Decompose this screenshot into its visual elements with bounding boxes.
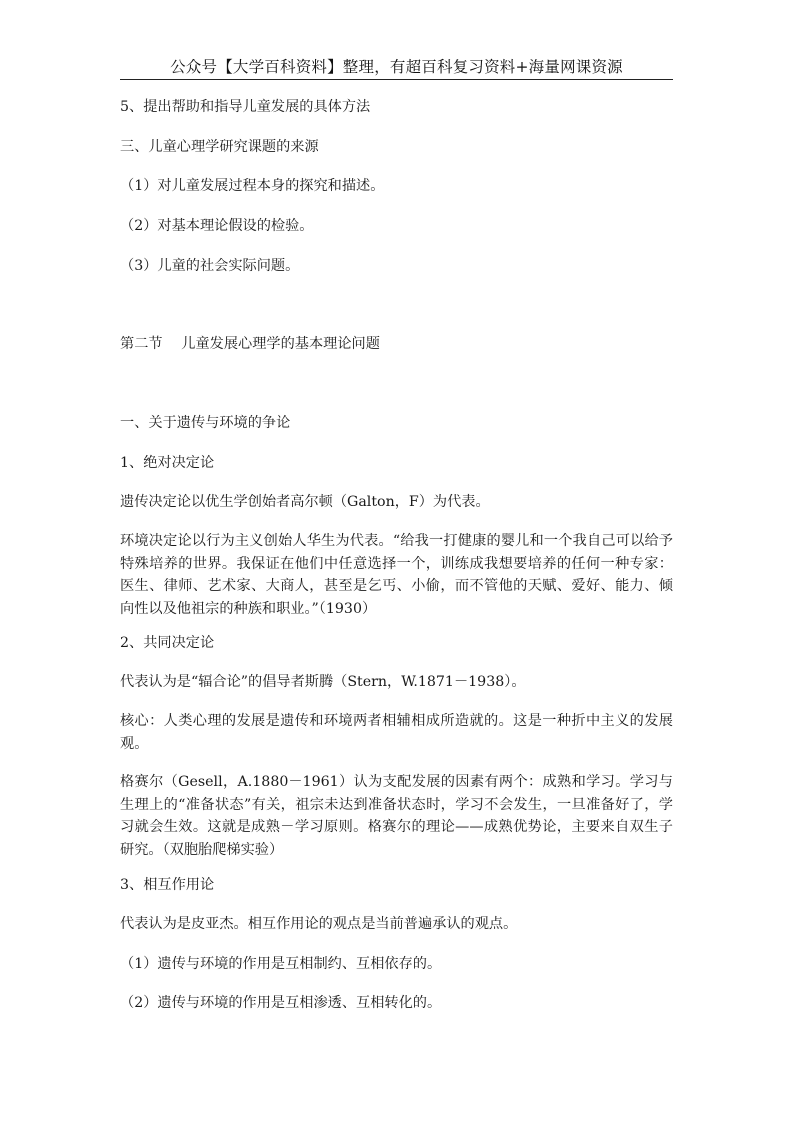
- list-item-interaction-2: （2）遗传与环境的作用是互相渗透、互相转化的。: [120, 995, 442, 1011]
- paragraph-environment-determinism: 环境决定论以行为主义创始人华生为代表。“给我一打健康的婴儿和一个我自己可以给予特殊培养的世界。我保证在他们中任意选择一个，训练成我想要培养的任何一种专家：医生、律师、艺术家、大商人，甚至是乞丐、小偷，而不管他的天赋、爱好、能力、倾向性以及他祖宗的种族和职业。”（1930）: [120, 533, 673, 617]
- paragraph-heredity-determinism: 遗传决定论以优生学创始者高尔顿（Galton，F）为代表。: [120, 494, 490, 510]
- header-text: 公众号【大学百科资料】整理，有超百科复习资料+海量网课资源: [170, 58, 623, 76]
- chapter-section-title: 第二节 儿童发展心理学的基本理论问题: [120, 336, 380, 352]
- list-item-source-3: （3）儿童的社会实际问题。: [120, 258, 300, 274]
- paragraph-stern: 代表认为是“辐合论”的倡导者斯腾（Stern，W.1871－1938）。: [120, 674, 526, 690]
- subheading-interaction-theory: 3、相互作用论: [120, 877, 215, 893]
- section-heading-research-sources: 三、儿童心理学研究课题的来源: [120, 139, 319, 155]
- paragraph-gesell: 格赛尔（Gesell，A.1880－1961）认为支配发展的因素有两个：成熟和学习。学习与生理上的“准备状态”有关，祖宗未达到准备状态时，学习不会发生，一旦准备好了，学习就会生效。这就是成熟－学习原则。格赛尔的理论——成熟优势论，主要来自双生子研究。（双胞胎爬梯实验）: [120, 774, 673, 858]
- subheading-co-determinism: 2、共同决定论: [120, 635, 215, 651]
- list-item-method: 5、提出帮助和指导儿童发展的具体方法: [120, 99, 371, 115]
- paragraph-core: 核心：人类心理的发展是遗传和环境两者相辅相成所造就的。这是一种折中主义的发展观。: [120, 713, 673, 752]
- list-item-interaction-1: （1）遗传与环境的作用是互相制约、互相依存的。: [120, 956, 442, 972]
- paragraph-piaget: 代表认为是皮亚杰。相互作用论的观点是当前普遍承认的观点。: [120, 916, 518, 932]
- section-heading-heredity-environment: 一、关于遗传与环境的争论: [120, 415, 291, 431]
- subheading-absolute-determinism: 1、绝对决定论: [120, 455, 215, 471]
- list-item-source-2: （2）对基本理论假设的检验。: [120, 218, 314, 234]
- header-divider: [120, 79, 673, 80]
- list-item-source-1: （1）对儿童发展过程本身的探究和描述。: [120, 178, 385, 194]
